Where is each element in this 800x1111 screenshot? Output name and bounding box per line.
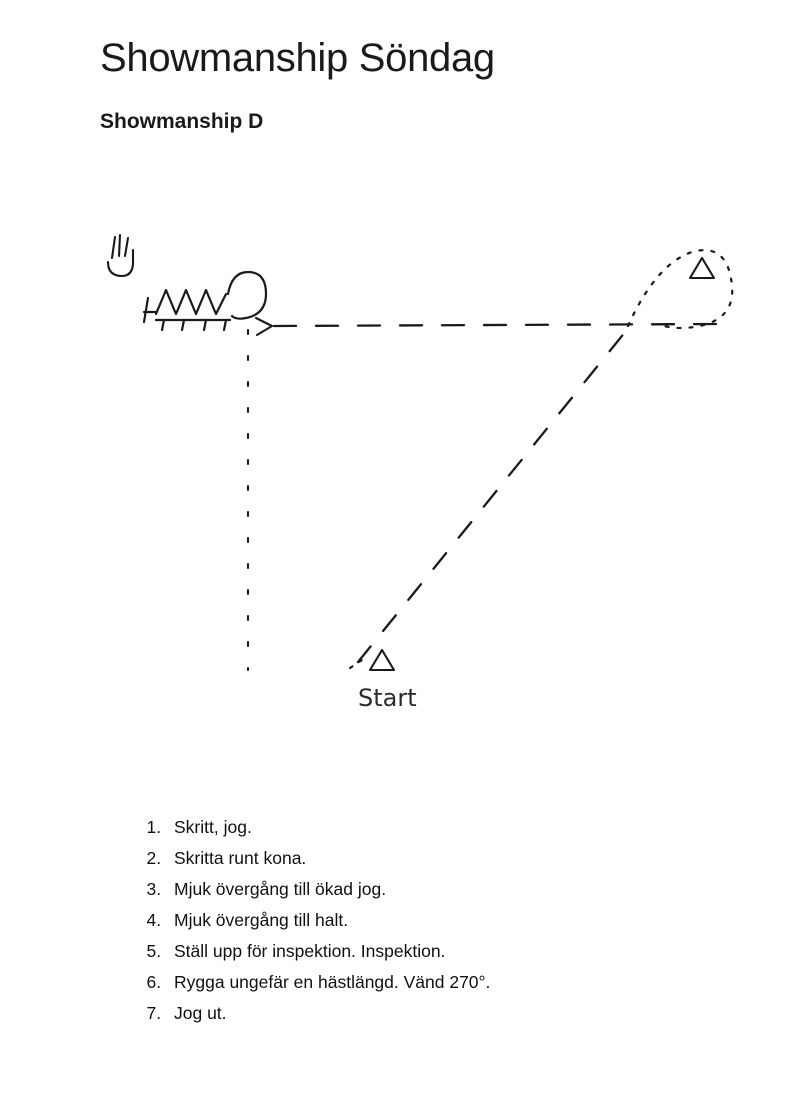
direction-arrowhead — [256, 318, 272, 335]
cone-marker-start — [370, 650, 394, 670]
pattern-steps — [128, 812, 728, 1029]
path-diagonal-dashed — [358, 326, 630, 662]
list-item: 3. Mjuk övergång till ökad jog. — [166, 874, 728, 905]
handler-hand-icon — [108, 235, 133, 276]
pattern-diagram-svg — [60, 190, 780, 750]
list-item: 4. Mjuk övergång till halt. — [166, 905, 728, 936]
page-subtitle: Showmanship D — [100, 110, 264, 133]
list-item: 5. Ställ upp för inspektion. Inspektion. — [166, 936, 728, 967]
list-item: 7. Jog ut. — [166, 998, 728, 1029]
cone-marker-top-right — [690, 258, 714, 278]
path-horizontal-dashed — [274, 324, 720, 326]
list-item: 1. Skritt, jog. — [166, 812, 728, 843]
path-cone-loop-dotted — [628, 250, 732, 328]
list-item: 6. Rygga ungefär en hästlängd. Vänd 270°. — [166, 967, 728, 998]
page-title: Showmanship Söndag — [100, 36, 495, 80]
horse-sketch-icon — [144, 272, 266, 330]
start-label: Start — [358, 684, 417, 712]
path-start-approach-dotted — [350, 660, 362, 668]
pattern-steps-list — [128, 812, 728, 1029]
pattern-diagram — [60, 190, 780, 750]
list-item: 2. Skritta runt kona. — [166, 843, 728, 874]
